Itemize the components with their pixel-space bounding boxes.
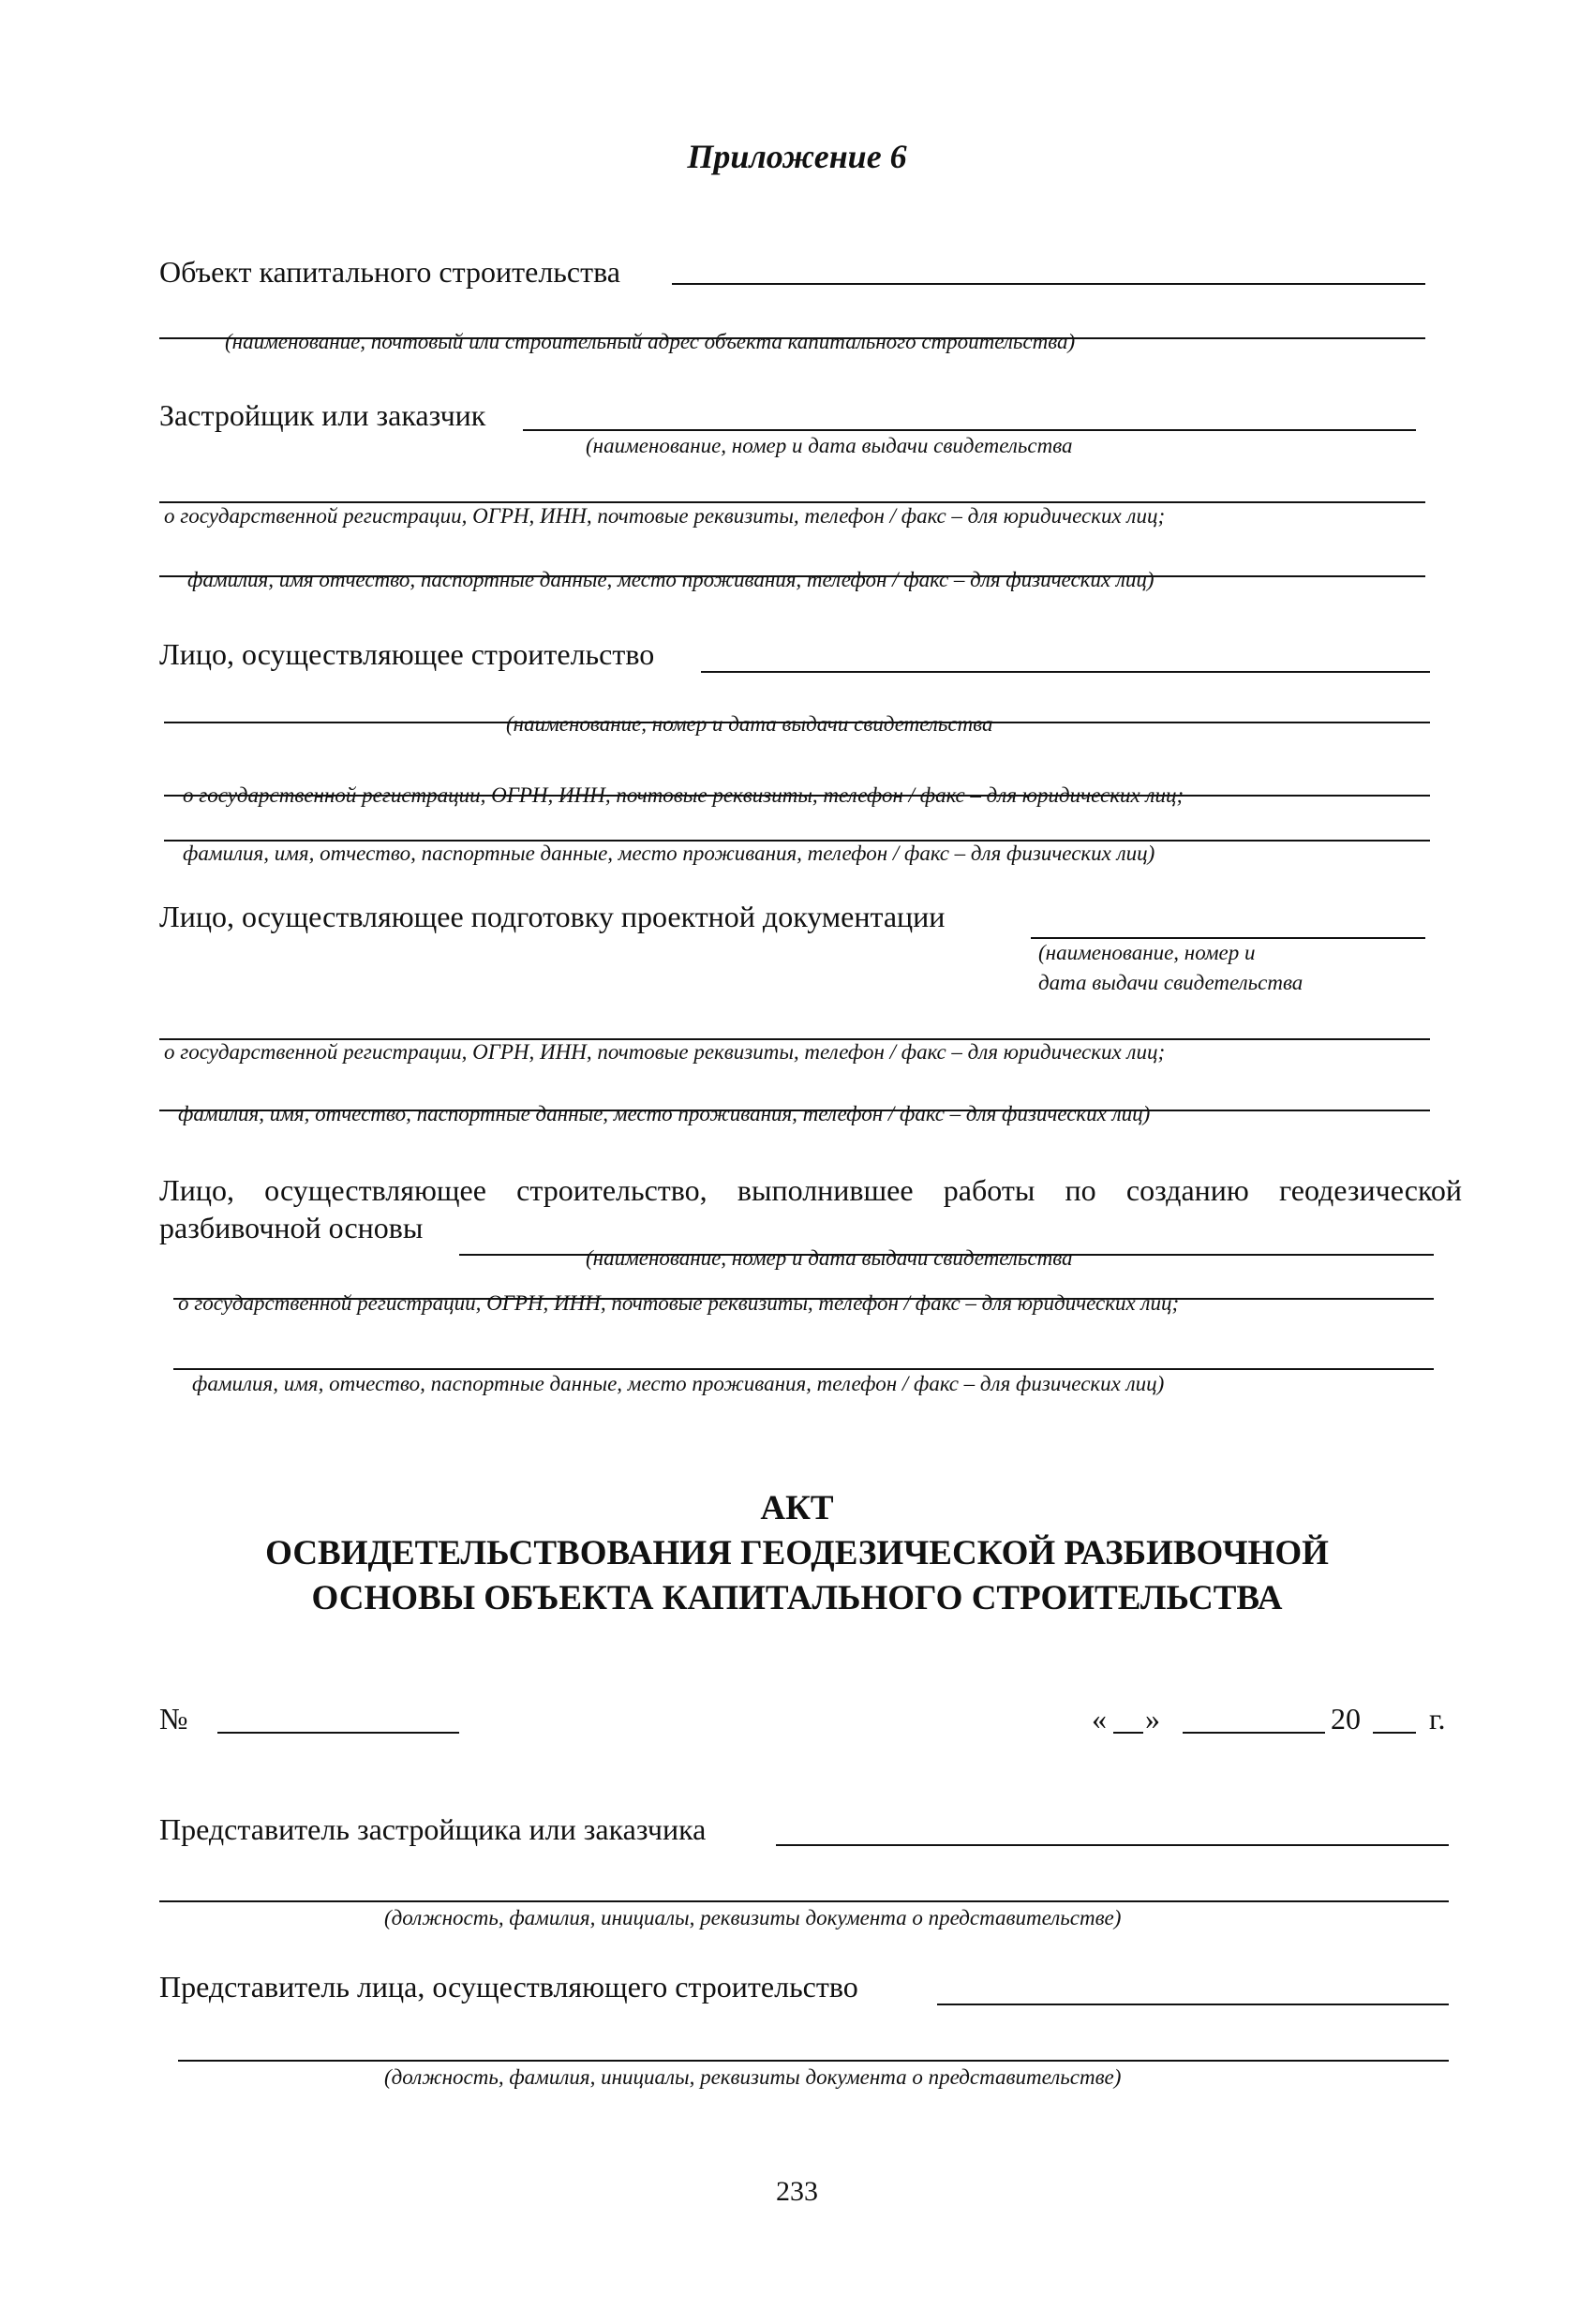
appendix-title: Приложение 6 [687, 138, 907, 175]
act-number-field[interactable] [217, 1732, 459, 1734]
date-year-suffix: г. [1429, 1702, 1446, 1736]
designer-field-1[interactable] [1031, 937, 1425, 939]
date-month-field[interactable] [1183, 1732, 1325, 1734]
developer-caption-1: (наименование, номер и дата выдачи свидетельства [586, 434, 1073, 457]
developer-label: Застройщик или заказчик [159, 398, 486, 432]
developer-caption-3: фамилия, имя отчество, паспортные данные, место проживания, телефон / факс – для физических лиц) [187, 568, 1155, 591]
builder-caption-1: (наименование, номер и дата выдачи свидетельства [506, 712, 993, 736]
object-caption: (наименование, почтовый или строительный адрес объекта капитального строительства) [225, 330, 1076, 353]
date-quote-open: « [1092, 1702, 1107, 1736]
designer-caption-1a: (наименование, номер и [1038, 941, 1256, 964]
rep-developer-field-1[interactable] [776, 1844, 1449, 1846]
geodesy-field-3[interactable] [173, 1368, 1434, 1370]
geodesy-caption-1: (наименование, номер и дата выдачи свидетельства [586, 1246, 1073, 1270]
rep-builder-field-2[interactable] [178, 2060, 1449, 2062]
developer-field-1[interactable] [523, 429, 1416, 431]
date-year-prefix: 20 [1331, 1702, 1361, 1736]
act-subtitle-2: ОСНОВЫ ОБЪЕКТА КАПИТАЛЬНОГО СТРОИТЕЛЬСТВА [311, 1579, 1283, 1617]
designer-label: Лицо, осуществляющее подготовку проектной документации [159, 900, 946, 933]
geodesy-caption-2: о государственной регистрации, ОГРН, ИНН, почтовые реквизиты, телефон / факс – для юридических лиц; [178, 1291, 1180, 1315]
date-day-field[interactable] [1113, 1732, 1143, 1734]
builder-label: Лицо, осуществляющее строительство [159, 637, 655, 671]
number-sign: № [159, 1702, 188, 1736]
designer-caption-2: о государственной регистрации, ОГРН, ИНН, почтовые реквизиты, телефон / факс – для юридических лиц; [164, 1040, 1166, 1064]
rep-developer-field-2[interactable] [159, 1900, 1449, 1902]
object-name-field[interactable] [672, 283, 1425, 285]
designer-caption-1b: дата выдачи свидетельства [1038, 971, 1304, 994]
builder-caption-2: о государственной регистрации, ОГРН, ИНН, почтовые реквизиты, телефон / факс – для юридических лиц; [183, 783, 1184, 807]
rep-developer-label: Представитель застройщика или заказчика [159, 1812, 707, 1846]
builder-caption-3: фамилия, имя, отчество, паспортные данные, место проживания, телефон / факс – для физических лиц) [183, 842, 1155, 865]
geodesy-label-2: разбивочной основы [159, 1211, 424, 1244]
act-subtitle-1: ОСВИДЕТЕЛЬСТВОВАНИЯ ГЕОДЕЗИЧЕСКОЙ РАЗБИВОЧНОЙ [265, 1534, 1329, 1572]
date-year-field[interactable] [1373, 1732, 1416, 1734]
developer-caption-2: о государственной регистрации, ОГРН, ИНН, почтовые реквизиты, телефон / факс – для юридических лиц; [164, 504, 1166, 528]
page-number: 233 [776, 2176, 818, 2207]
rep-builder-caption: (должность, фамилия, инициалы, реквизиты документа о представительстве) [384, 2065, 1122, 2089]
designer-caption-3: фамилия, имя, отчество, паспортные данные, место проживания, телефон / факс – для физических лиц) [178, 1102, 1151, 1125]
developer-field-2[interactable] [159, 501, 1425, 503]
rep-developer-caption: (должность, фамилия, инициалы, реквизиты документа о представительстве) [384, 1906, 1122, 1929]
geodesy-label-1: Лицо, осуществляющее строительство, выполнившее работы по созданию геодезической [159, 1173, 1462, 1207]
date-quote-close: » [1145, 1702, 1160, 1736]
rep-builder-label: Представитель лица, осуществляющего строительство [159, 1970, 858, 2004]
rep-builder-field-1[interactable] [937, 2004, 1449, 2005]
geodesy-caption-3: фамилия, имя, отчество, паспортные данные, место проживания, телефон / факс – для физических лиц) [192, 1372, 1165, 1395]
builder-field-1[interactable] [701, 671, 1430, 673]
object-label: Объект капитального строительства [159, 255, 620, 289]
act-title: АКТ [760, 1489, 834, 1527]
